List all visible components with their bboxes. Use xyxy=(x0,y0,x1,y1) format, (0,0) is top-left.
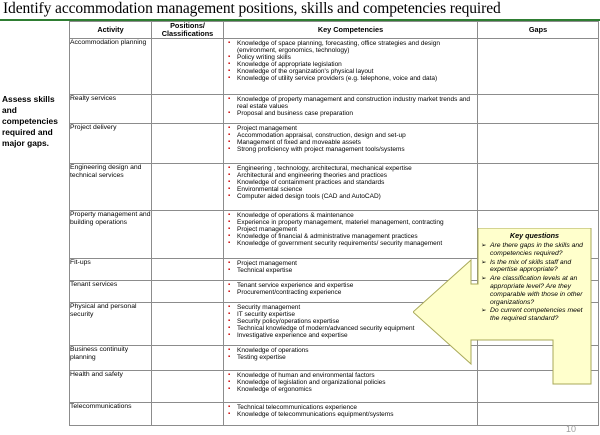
activity-cell: Engineering design and technical services xyxy=(70,164,152,211)
question-item: ➢ Is the mix of skills staff and expertise appropriate? xyxy=(481,259,591,275)
positions-cell xyxy=(152,164,224,211)
page-number: 10 xyxy=(566,424,577,434)
competency-item: ▪ Policy writing skills xyxy=(228,54,477,61)
competency-list xyxy=(224,95,477,117)
competency-list xyxy=(224,39,477,82)
competency-item: ▪ Security management xyxy=(228,304,477,311)
competencies-cell xyxy=(224,164,478,211)
gaps-cell xyxy=(478,164,599,211)
header-activity: Activity xyxy=(70,22,152,39)
competency-item: ▪ Project management xyxy=(228,260,477,267)
competencies-cell xyxy=(224,95,478,124)
activity-cell: Fit-ups xyxy=(70,259,152,281)
competency-item: ▪ Knowledge of property management and construction industry market trends and real estate values xyxy=(228,96,477,110)
activity-cell: Physical and personal security xyxy=(70,303,152,346)
table-row xyxy=(70,124,599,164)
gaps-cell xyxy=(478,95,599,124)
competency-item: ▪ Computer aided design tools (CAD and AutoCAD) xyxy=(228,193,477,200)
competency-item: ▪ Accommodation appraisal, construction, design and set-up xyxy=(228,132,477,139)
activity-cell: Tenant services xyxy=(70,281,152,303)
activity-cell: Business continuity planning xyxy=(70,346,152,371)
questions-list xyxy=(478,242,591,323)
competency-item: ▪ Technical telecommunications experience xyxy=(228,404,477,411)
table-row xyxy=(70,164,599,211)
competency-item: ▪ Knowledge of telecommunications equipment/systems xyxy=(228,411,477,418)
positions-cell xyxy=(152,259,224,281)
callout-title: Key questions xyxy=(509,231,560,240)
activity-cell: Realty services xyxy=(70,95,152,124)
competency-item: ▪ Knowledge of financial & administrative management practices xyxy=(228,233,477,240)
gaps-cell xyxy=(478,39,599,95)
competency-item: ▪ Tenant service experience and expertise xyxy=(228,282,477,289)
competency-item: ▪ Testing expertise xyxy=(228,354,477,361)
competency-item: ▪ Knowledge of utility service providers (e.g. telephone, voice and data) xyxy=(228,75,477,82)
positions-cell xyxy=(152,371,224,403)
competency-item: ▪ Project management xyxy=(228,226,477,233)
competency-item: ▪ Experience in property management, materiel management, contracting xyxy=(228,219,477,226)
header-gaps: Gaps xyxy=(478,22,599,39)
competency-item: ▪ Strong proficiency with project management tools/systems xyxy=(228,146,477,153)
competency-item: ▪ Environmental science xyxy=(228,186,477,193)
competencies-cell xyxy=(224,39,478,95)
table-row xyxy=(70,95,599,124)
positions-cell xyxy=(152,346,224,371)
competency-list xyxy=(224,124,477,153)
positions-cell xyxy=(152,281,224,303)
competency-item: ▪ Knowledge of ergonomics xyxy=(228,386,477,393)
competency-item: ▪ Architectural and engineering theories and practices xyxy=(228,172,477,179)
competency-item: ▪ Knowledge of containment practices and standards xyxy=(228,179,477,186)
competency-item: ▪ Knowledge of operations & maintenance xyxy=(228,212,477,219)
competency-item: ▪ Management of fixed and moveable assets xyxy=(228,139,477,146)
positions-cell xyxy=(152,124,224,164)
positions-cell xyxy=(152,211,224,259)
activity-cell: Telecommunications xyxy=(70,403,152,426)
competency-item: ▪ Security policy/operations expertise xyxy=(228,318,477,325)
positions-cell xyxy=(152,39,224,95)
header-competencies: Key Competencies xyxy=(224,22,478,39)
competency-item: ▪ Knowledge of the organization's physical layout xyxy=(228,68,477,75)
competency-item: ▪ Technical expertise xyxy=(228,267,477,274)
positions-cell xyxy=(152,303,224,346)
competency-item: ▪ Project management xyxy=(228,125,477,132)
header-row xyxy=(70,22,599,39)
competency-item: ▪ Knowledge of appropriate legislation xyxy=(228,61,477,68)
gaps-cell xyxy=(478,124,599,164)
section-label: Assess skills and competencies required and major gaps. xyxy=(2,94,58,148)
positions-cell xyxy=(152,403,224,426)
competency-item: ▪ Knowledge of space planning, forecasting, office strategies and design (environment, ergonomics, technology) xyxy=(228,40,477,54)
competency-item: ▪ Investigative experience and expertise xyxy=(228,332,477,339)
activity-cell: Accommodation planning xyxy=(70,39,152,95)
competency-item: ▪ Engineering , technology, architectural, mechanical expertise xyxy=(228,165,477,172)
slide-title: Identify accommodation management positions, skills and competencies required xyxy=(3,0,501,17)
competency-item: ▪ IT security expertise xyxy=(228,311,477,318)
key-questions-callout xyxy=(478,228,591,384)
activity-cell: Health and safety xyxy=(70,371,152,403)
question-item: ➢ Are classification levels at an appropriate level? Are they comparable with those in other organizations? xyxy=(481,275,591,306)
competency-item: ▪ Technical knowledge of modern/advanced security equipment xyxy=(228,325,477,332)
competency-item: ▪ Knowledge of operations xyxy=(228,347,477,354)
activity-cell: Property management and building operations xyxy=(70,211,152,259)
question-item: ➢ Do current competencies meet the required standard? xyxy=(481,307,591,323)
competency-item: ▪ Knowledge of legislation and organizational policies xyxy=(228,379,477,386)
competency-item: ▪ Procurement/contracting experience xyxy=(228,289,477,296)
competencies-cell xyxy=(224,124,478,164)
table-row xyxy=(70,39,599,95)
activity-cell: Project delivery xyxy=(70,124,152,164)
competency-list xyxy=(224,164,477,200)
competency-item: ▪ Proposal and business case preparation xyxy=(228,110,477,117)
competency-item: ▪ Knowledge of government security requirements/ security management xyxy=(228,240,477,247)
question-item: ➢ Are there gaps in the skills and competencies required? xyxy=(481,242,591,258)
positions-cell xyxy=(152,95,224,124)
header-positions: Positions/ Classifications xyxy=(152,22,224,39)
competency-item: ▪ Knowledge of human and environmental factors xyxy=(228,372,477,379)
